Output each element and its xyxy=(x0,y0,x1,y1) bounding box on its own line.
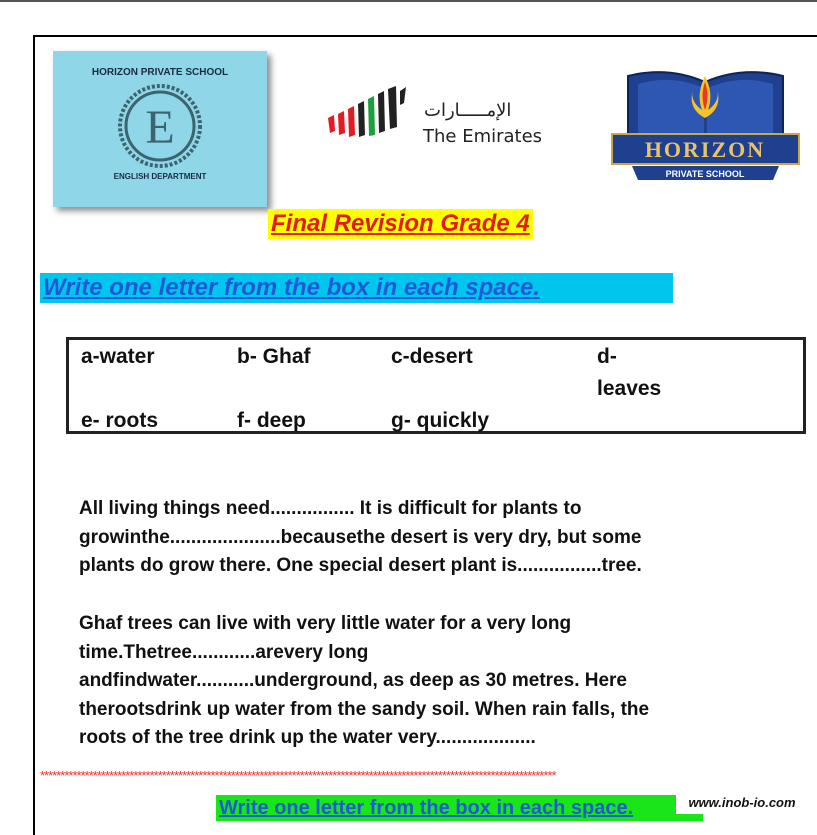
word-option-a: a-water xyxy=(81,345,155,368)
letter-e-emblem xyxy=(105,84,215,168)
word-option-g: g- quickly xyxy=(391,409,490,432)
passage-line: growinthe.....................becausethe desert is very dry, but some xyxy=(79,526,642,548)
logo-school-name: HORIZON PRIVATE SCHOOL xyxy=(91,67,229,78)
emirates-english-text: The Emirates xyxy=(423,126,543,147)
passage-line: therootsdrink up water from the sandy soil. When rain falls, the xyxy=(79,698,650,720)
emirates-arabic-text: الإمـــــارات xyxy=(424,100,512,121)
passage-line: time.Thetree............arevery long xyxy=(79,641,369,663)
passage-line: All living things need................ It is difficult for plants to xyxy=(79,498,582,519)
passage-paragraph-2 xyxy=(79,610,799,753)
instruction-heading: Write one letter from the box in each space. xyxy=(40,273,673,303)
word-option-d-letter: d- xyxy=(597,345,617,368)
crest-subtitle: PRIVATE SCHOOL xyxy=(665,169,745,179)
word-option-b: b- Ghaf xyxy=(237,345,311,368)
word-option-d-word: leaves xyxy=(597,377,662,400)
passage-line: Ghaf trees can live with very little water for a very long xyxy=(79,613,572,634)
top-border xyxy=(0,0,817,2)
instruction-heading-2: Write one letter from the box in each space. xyxy=(216,795,703,821)
logo-letter: E xyxy=(145,101,175,154)
passage-line: plants do grow there. One special desert plant is................tree. xyxy=(79,555,642,576)
word-bank-box xyxy=(66,337,806,434)
passage-paragraph-1 xyxy=(79,495,799,581)
passage-line: roots of the tree drink up the water very................... xyxy=(79,727,536,748)
site-watermark: www.inob-io.com xyxy=(676,792,808,814)
asterisk-separator: ******************************************************************************************************************************* xyxy=(40,769,556,783)
english-department-logo xyxy=(53,51,267,207)
passage-line: andfindwater...........underground, as deep as 30 metres. Here xyxy=(79,670,627,691)
word-option-e: e- roots xyxy=(81,409,159,432)
horizon-school-crest xyxy=(608,66,803,186)
crest-name: HORIZON xyxy=(644,137,766,162)
logo-department-name: ENGLISH DEPARTMENT xyxy=(113,172,207,181)
worksheet-title: Final Revision Grade 4 xyxy=(268,209,533,239)
word-option-f: f- deep xyxy=(237,409,306,432)
word-option-c: c-desert xyxy=(391,345,473,368)
